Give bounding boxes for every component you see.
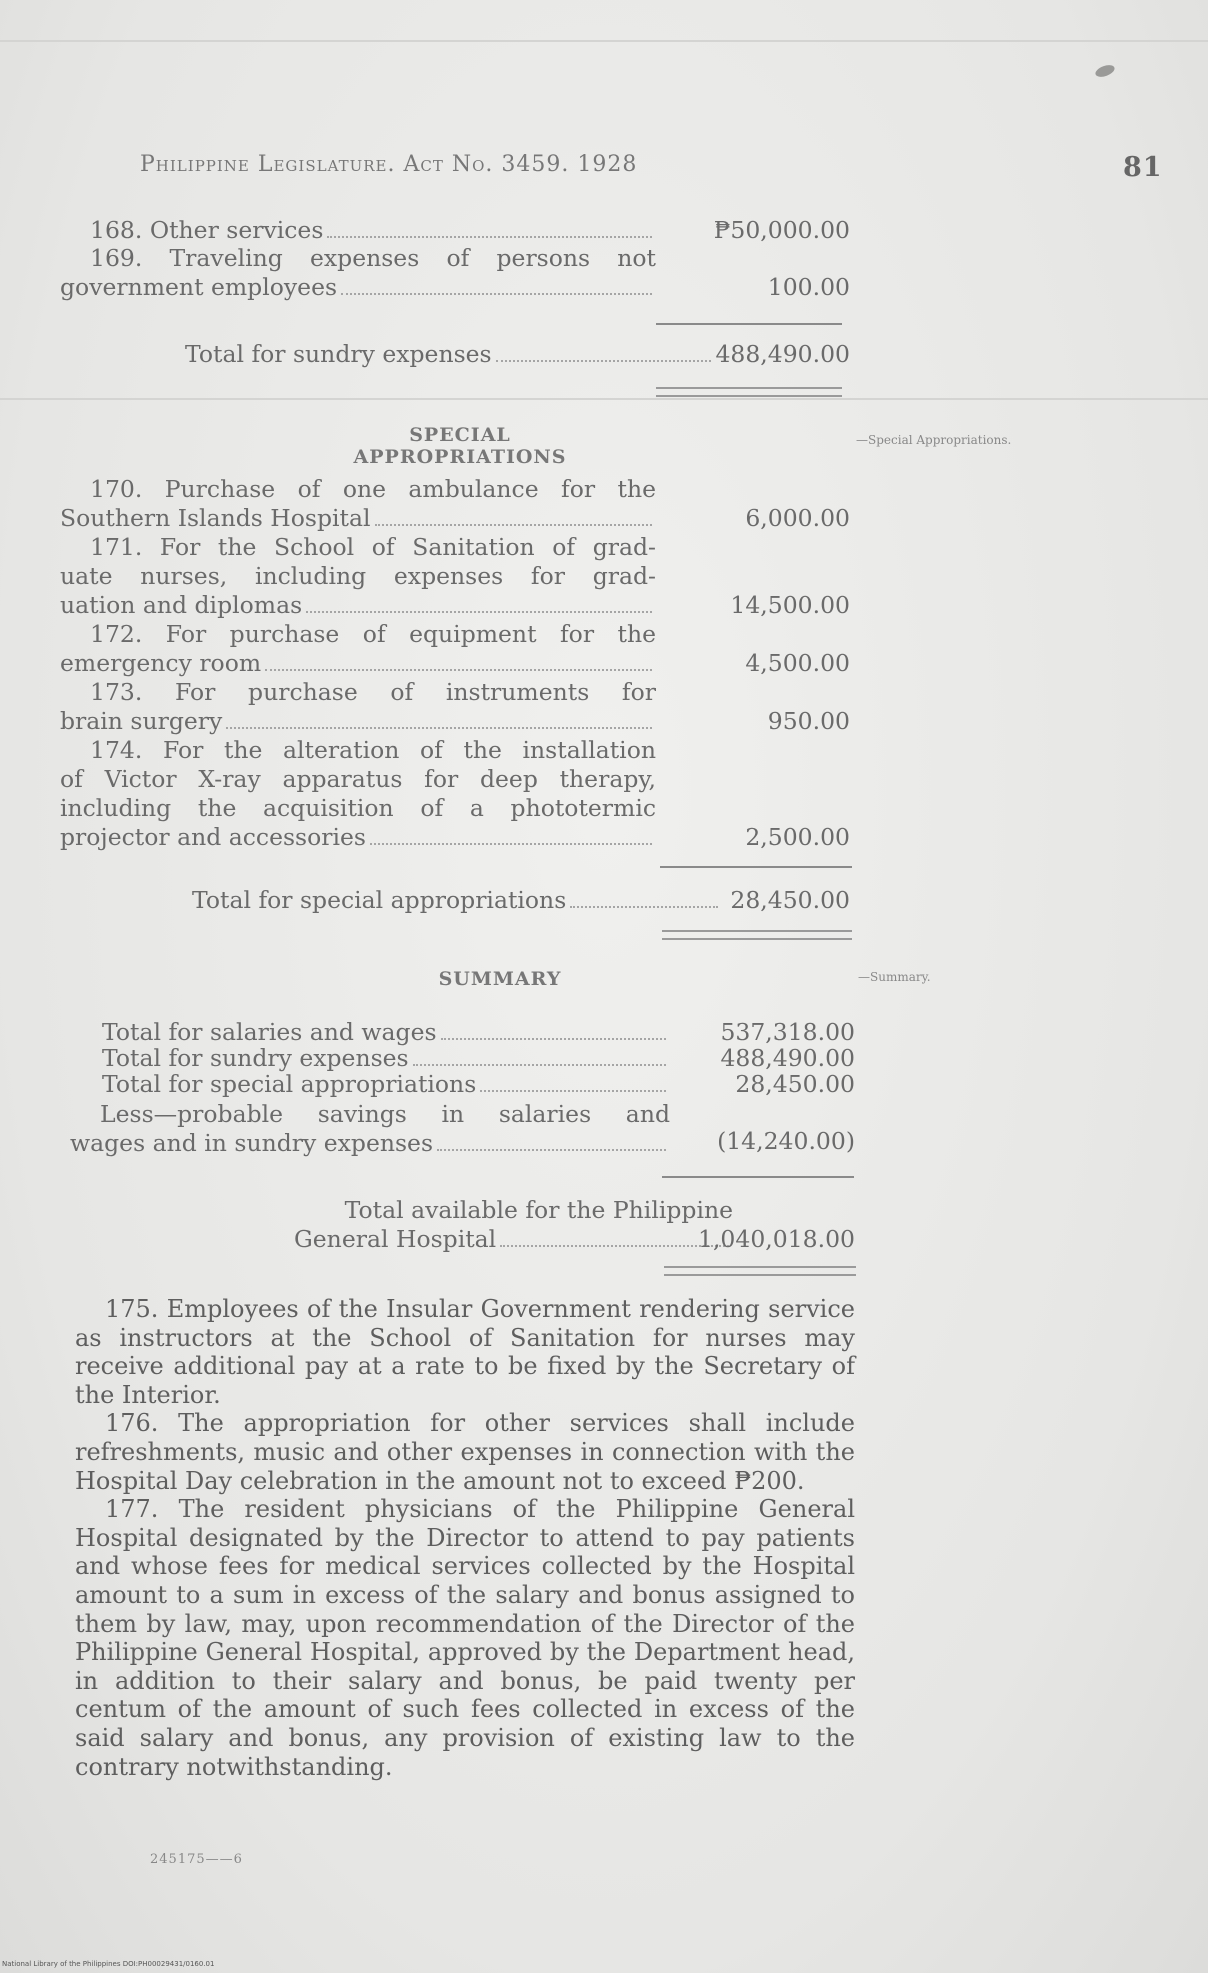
summary-amount: 488,490.00 bbox=[720, 1044, 855, 1072]
summary-label: Less—probable savings in salaries and bbox=[100, 1100, 670, 1128]
summary-amount: 537,318.00 bbox=[720, 1018, 855, 1046]
summary-label: Total for sundry expenses bbox=[102, 1044, 409, 1072]
dot-leader bbox=[480, 1090, 666, 1092]
section-title-summary: SUMMARY bbox=[438, 968, 562, 990]
dot-leader bbox=[413, 1064, 666, 1066]
item-amount: 2,500.00 bbox=[745, 823, 850, 851]
running-header bbox=[140, 152, 1163, 188]
item-text-last: projector and accessories bbox=[60, 823, 366, 851]
total-double-rule bbox=[662, 930, 852, 940]
dot-leader bbox=[306, 611, 652, 613]
paragraph-176: 176. The appropriation for other services shall include refreshments, music and other expenses in connection with the Hospital Day celebration in the amount not to exceed ₱200. bbox=[75, 1409, 855, 1495]
item-text-last: brain surgery bbox=[60, 707, 223, 735]
page-number: 81 bbox=[1123, 152, 1163, 183]
scanned-page: Philippine Legislature. Act No. 3459. 1928 81 168. Other services ₱50,000.00 169. Traveling expenses of persons not government employees 100.00 Total for sundry expenses 488,490.00 SPECIAL APPROPRIATIONS —Special Appropriations. 170. Purchase of one ambulance for the Southern Islands Hospital 6,000.00 171. For the School of Sanitation of grad- uate nurses, including expenses for grad- uation and diplomas 14,500.00 172. For purchase of equipment for the emergency room 4,500.00 173. For purchase of instruments for brain surgery 950.00 174. For the alteration of the installation of Victor X-ray apparatus for deep therapy, including the acquisition of a phototermic projector and accessories 2,500.00 Total for special appropriations 28,450.00 SUMMARY —Summary. Total for salaries and wages 537,318.00 Total for sundry expenses 488,490.00 Total for special appropriations 28,450.00 Less—probable savings in salaries and wages and in sundry expenses (14,240.00) Total available for the Philippine General Hospital 1,040,018.00 175. Employees of the Insular Government rendering service as instructors at the School of Sanitation for nurses may receive additional pay at a rate to be fixed by the Secretary of the Interior. 176. The appropriation for other services shall include refreshments, music and other expenses in connection with the Hospital Day celebration in the amount not to exceed ₱200. 177. The resident physicians of the Philippine General Hospital designated by the Director to attend to pay patients and whose fees for medical services collected by the Hospital amount to a sum in excess of the salary and bonus assigned to them by law, may, upon recommendation of the Director of the Philippine General Hospital, approved by the Department head, in addition to their salary and bonus, be paid twenty per centum of the amount of such fees collected in excess of the said salary and bonus, any provision of existing law to the contrary notwithstanding. 245175——6 National Library of the Philippines DOI:PH00029431/0160.01 bbox=[0, 0, 1208, 1973]
summary-amount: (14,240.00) bbox=[717, 1127, 855, 1155]
item-amount: 100.00 bbox=[767, 273, 850, 301]
dot-leader bbox=[265, 669, 652, 671]
total-amount: 488,490.00 bbox=[715, 340, 850, 368]
scan-edge-line bbox=[0, 40, 1208, 42]
item-text: Other services bbox=[149, 216, 324, 244]
item-text: Purchase of one ambulance for the bbox=[164, 475, 656, 503]
summary-label: Total for special appropriations bbox=[102, 1070, 477, 1098]
item-number: 169. bbox=[90, 244, 143, 272]
subtotal-rule bbox=[656, 323, 842, 325]
item-number: 171. bbox=[90, 533, 143, 561]
dot-leader bbox=[375, 524, 652, 526]
total-label: Total for special appropriations bbox=[192, 886, 567, 914]
margin-note-special: —Special Appropriations. bbox=[856, 433, 1012, 447]
subtotal-rule bbox=[660, 866, 852, 868]
provisions-text bbox=[75, 1295, 855, 1781]
total-double-rule bbox=[656, 387, 842, 397]
item-text-middle: of Victor X-ray apparatus for deep therapy, including the acquisition of a phototermic bbox=[60, 765, 656, 822]
item-text: For purchase of equipment for the bbox=[165, 620, 656, 648]
item-number: 170. bbox=[90, 475, 143, 503]
item-number: 173. bbox=[90, 678, 143, 706]
dot-leader bbox=[441, 1038, 666, 1040]
dot-leader bbox=[226, 727, 652, 729]
item-text: For the alteration of the installation bbox=[162, 736, 656, 764]
subtotal-rule bbox=[662, 1176, 854, 1178]
item-text-middle: uate nurses, including expenses for grad- bbox=[60, 562, 656, 590]
item-text-last: uation and diplomas bbox=[60, 591, 303, 619]
item-amount: 6,000.00 bbox=[745, 504, 850, 532]
item-amount: ₱50,000.00 bbox=[713, 216, 850, 244]
grand-total-label: Total available for the Philippine bbox=[344, 1196, 733, 1224]
dot-leader bbox=[437, 1149, 666, 1151]
dot-leader bbox=[496, 360, 711, 362]
item-number: 168. bbox=[90, 216, 143, 244]
dot-leader bbox=[341, 293, 652, 295]
item-amount: 4,500.00 bbox=[745, 649, 850, 677]
item-amount: 950.00 bbox=[767, 707, 850, 735]
archive-credit: National Library of the Philippines DOI:PH00029431/0160.01 bbox=[2, 1960, 215, 1968]
item-text: For the School of Sanitation of grad- bbox=[159, 533, 656, 561]
dot-leader bbox=[370, 843, 652, 845]
grand-total-amount: 1,040,018.00 bbox=[698, 1225, 855, 1253]
section-title-special: SPECIAL APPROPRIATIONS bbox=[353, 424, 567, 468]
item-amount: 14,500.00 bbox=[730, 591, 850, 619]
summary-label: Total for salaries and wages bbox=[102, 1018, 437, 1046]
summary-label-last: wages and in sundry expenses bbox=[70, 1129, 434, 1157]
paragraph-175: 175. Employees of the Insular Government rendering service as instructors at the School of Sanitation for nurses may receive additional pay at a rate to be fixed by the Secretary of the Interior. bbox=[75, 1295, 855, 1409]
dot-leader bbox=[327, 236, 652, 238]
item-number: 172. bbox=[90, 620, 143, 648]
print-signature: 245175——6 bbox=[150, 1852, 243, 1867]
item-text-last: emergency room bbox=[60, 649, 262, 677]
item-number: 174. bbox=[90, 736, 143, 764]
item-text-last: Southern Islands Hospital bbox=[60, 504, 371, 532]
paragraph-177: 177. The resident physicians of the Philippine General Hospital designated by the Director to attend to pay patients and whose fees for medical services collected by the Hospital amount to a sum in excess of the salary and bonus assigned to them by law, may, upon recommendation of the Director of the Philippine General Hospital, approved by the Department head, in addition to their salary and bonus, be paid twenty per centum of the amount of such fees collected in excess of the said salary and bonus, any provision of existing law to the contrary notwithstanding. bbox=[75, 1495, 855, 1781]
summary-amount: 28,450.00 bbox=[735, 1070, 855, 1098]
ink-smudge bbox=[1094, 63, 1116, 79]
total-amount: 28,450.00 bbox=[730, 886, 850, 914]
page-fold-line bbox=[0, 398, 1208, 400]
total-double-rule bbox=[664, 1266, 856, 1276]
item-text: For purchase of instruments for bbox=[175, 678, 656, 706]
total-label: Total for sundry expenses bbox=[185, 340, 492, 368]
grand-total-label-last: General Hospital bbox=[294, 1225, 497, 1253]
margin-note-summary: —Summary. bbox=[858, 970, 931, 984]
running-head: Philippine Legislature. Act No. 3459. 1928 bbox=[140, 152, 638, 177]
